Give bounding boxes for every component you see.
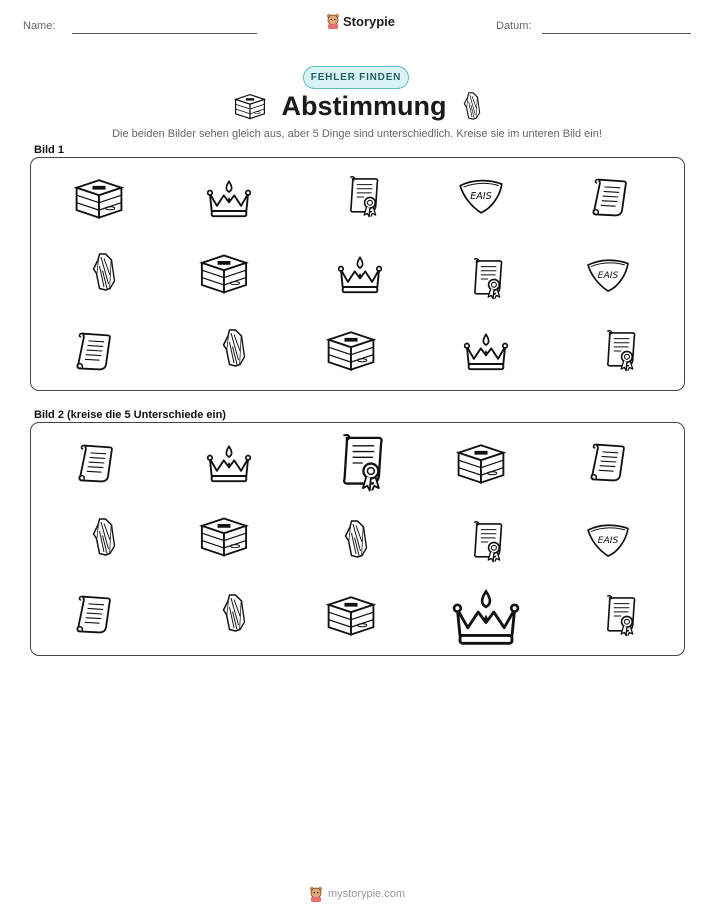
footer-url: mystorypie.com: [327, 888, 406, 900]
scroll-seal-icon: [468, 256, 510, 302]
toga-icon: [219, 324, 249, 372]
picture1-label: Bild 1: [34, 144, 64, 156]
crown-icon: [203, 176, 255, 220]
ostracon-icon: [585, 254, 631, 296]
crown-icon[interactable]: [447, 583, 525, 649]
scroll-icon[interactable]: [585, 439, 631, 485]
toga-icon: [89, 248, 119, 296]
footer: [0, 886, 714, 902]
toga-icon[interactable]: [219, 589, 249, 637]
scroll-seal-icon[interactable]: [601, 593, 643, 639]
scroll-icon[interactable]: [73, 440, 119, 486]
scroll-seal-icon: [601, 328, 643, 374]
scroll-seal-icon[interactable]: [468, 519, 510, 565]
ballot-box-icon[interactable]: [453, 439, 509, 487]
picture2-panel[interactable]: [30, 422, 685, 656]
brand-logo: [326, 13, 395, 29]
ballot-box-icon: [323, 326, 379, 374]
page-title: Abstimmung: [281, 90, 447, 121]
bear-icon: [326, 13, 340, 29]
scroll-seal-icon[interactable]: [334, 431, 394, 495]
scroll-icon[interactable]: [71, 591, 117, 637]
ballot-box-icon[interactable]: [323, 591, 379, 639]
name-field[interactable]: [72, 33, 257, 34]
scroll-icon: [71, 328, 117, 374]
ballot-box-icon[interactable]: [196, 513, 252, 559]
brand-name: Storypie: [343, 13, 396, 29]
scroll-seal-icon: [343, 174, 387, 220]
crown-icon: [334, 252, 386, 296]
bear-icon: [309, 886, 323, 902]
toga-icon[interactable]: [341, 515, 371, 563]
crown-icon[interactable]: [203, 441, 255, 485]
name-label: Name:: [23, 20, 56, 32]
date-label: Datum:: [496, 20, 532, 32]
title-row: [0, 90, 714, 122]
toga-icon: [461, 90, 483, 122]
ostracon-icon[interactable]: [585, 519, 631, 561]
date-field[interactable]: [542, 33, 691, 34]
picture2-label: Bild 2 (kreise die 5 Unterschiede ein): [34, 409, 226, 421]
ballot-box-icon: [196, 250, 252, 296]
activity-badge: FEHLER FINDEN: [303, 66, 409, 89]
ballot-box-icon: [71, 173, 127, 223]
crown-icon: [460, 328, 512, 374]
picture1-panel: [30, 157, 685, 391]
ballot-box-icon: [232, 90, 268, 122]
ostracon-icon: [457, 176, 505, 216]
instructions: Die beiden Bilder sehen gleich aus, aber 5 Dinge sind unterschiedlich. Kreise sie im unteren Bild ein!: [112, 128, 602, 140]
toga-icon[interactable]: [89, 513, 119, 561]
scroll-icon: [587, 174, 633, 220]
